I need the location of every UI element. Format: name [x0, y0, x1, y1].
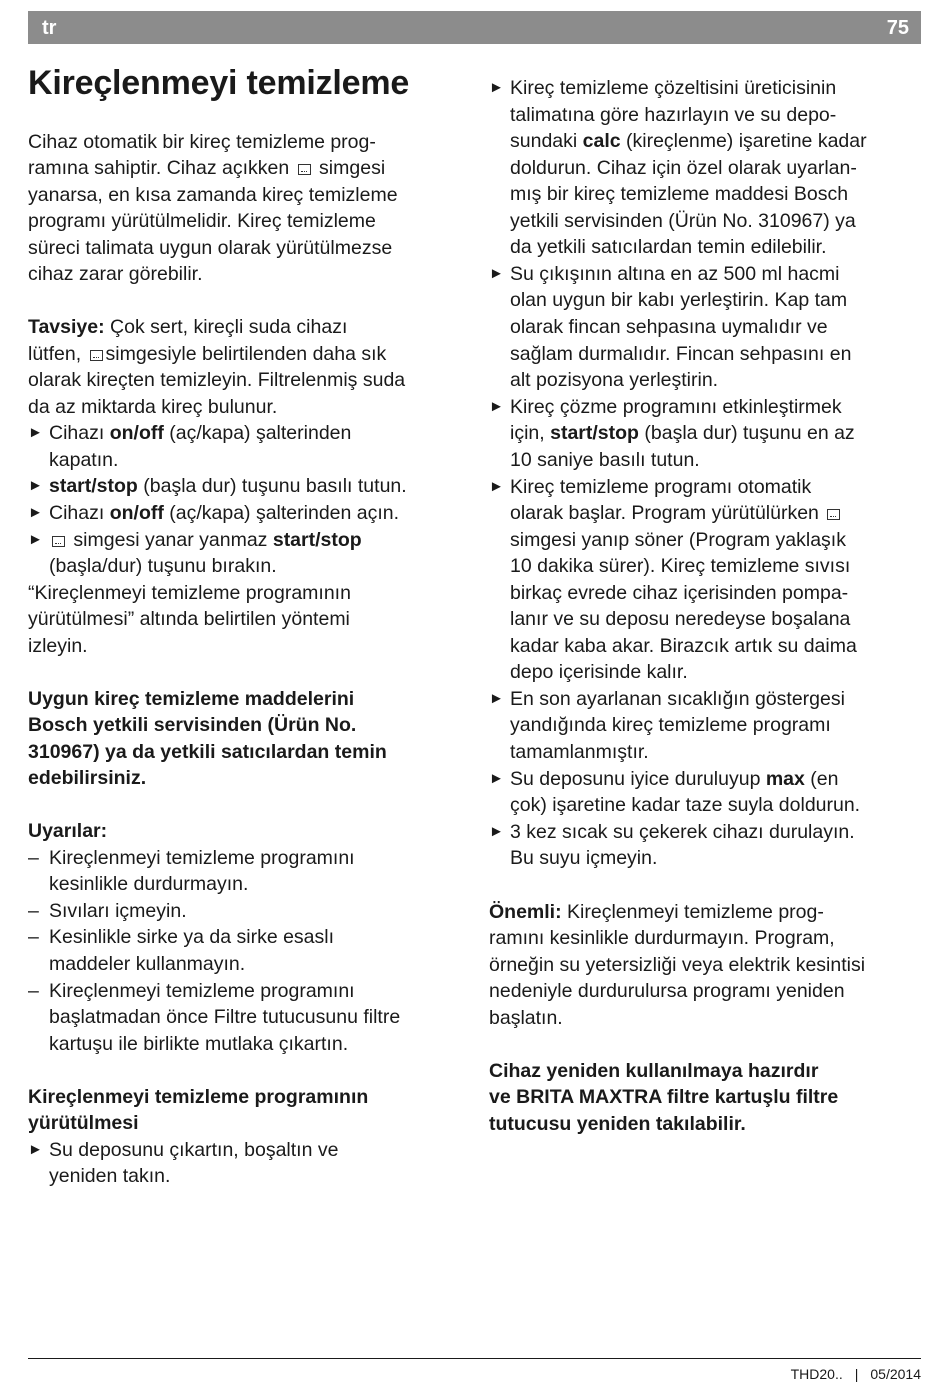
final-note-3: tutucusu yeniden takılabilir.: [489, 1113, 746, 1135]
arrow-bullet-icon: ►: [489, 823, 504, 840]
page-number: 75: [886, 17, 909, 39]
r-step-7-l2: Bu suyu içmeyin.: [510, 847, 658, 869]
r-step-1-l3: sundaki calc (kireçlenme) işaretine kadar: [510, 130, 867, 152]
arrow-bullet-icon: ►: [489, 770, 504, 787]
intro-line-3: yanarsa, en kısa zamanda kireç temizleme: [28, 184, 398, 206]
footer-model: THD20..: [790, 1366, 843, 1382]
warning-2: – Sıvıları içmeyin.: [28, 898, 187, 925]
ref-line-1: “Kireçlenmeyi temizleme programının: [28, 582, 351, 604]
r-step-6: ► Su deposunu iyice duruluyup max (en: [489, 766, 838, 793]
intro-line-6: cihaz zarar görebilir.: [28, 263, 203, 285]
language-code: tr: [42, 17, 57, 39]
warning-4: – Kireçlenmeyi temizleme programını: [28, 978, 355, 1005]
tip-label: Tavsiye:: [28, 316, 105, 338]
footer-separator: |: [854, 1366, 859, 1382]
warning-1: – Kireçlenmeyi temizleme programını: [28, 845, 355, 872]
important-line-1: Önemli: Kireçlenmeyi temizleme prog-: [489, 901, 824, 923]
dash-bullet: –: [28, 900, 39, 922]
arrow-bullet-icon: ►: [489, 398, 504, 415]
dash-bullet: –: [28, 926, 39, 948]
descaling-icon: [90, 350, 103, 361]
supply-note-1: Uygun kireç temizleme maddelerini: [28, 688, 355, 710]
r-step-4-l2: olarak başlar. Program yürütülürken: [489, 500, 843, 527]
arrow-bullet-icon: ►: [489, 265, 504, 282]
r-step-4-l5: birkaç evrede cihaz içerisinden pompa-: [510, 582, 849, 604]
important-line-3: örneğin su yetersizliği veya elektrik kesintisi: [489, 954, 866, 976]
r-step-1-l4: doldurun. Cihaz için özel olarak uyarlan-: [510, 157, 857, 179]
r-step-4-l6: lanır ve su deposu neredeyse boşalana: [510, 608, 851, 630]
intro-line-4: programı yürütülmelidir. Kireç temizleme: [28, 210, 376, 232]
r-step-4-l3: simgesi yanıp söner (Program yaklaşık: [510, 529, 846, 551]
tip-line-1: Tavsiye: Çok sert, kireçli suda cihazı: [28, 316, 348, 338]
warning-3: – Kesinlikle sirke ya da sirke esaslı: [28, 924, 334, 951]
important-line-4: nedeniyle durdurulursa programı yeniden: [489, 980, 845, 1002]
final-note-1: Cihaz yeniden kullanılmaya hazırdır: [489, 1060, 819, 1082]
step-1-cont: kapatın.: [49, 449, 119, 471]
r-step-1-l6: yetkili servisinden (Ürün No. 310967) ya: [510, 210, 856, 232]
tip-line-4: da az miktarda kireç bulunur.: [28, 396, 278, 418]
descaling-icon: [298, 164, 311, 175]
page-title: Kireçlenmeyi temizleme: [28, 64, 410, 102]
r-step-7: ► 3 kez sıcak su çekerek cihazı durulayın.: [489, 819, 855, 846]
supply-note-3: 310967) ya da yetkili satıcılardan temin: [28, 741, 387, 763]
step-2: ► start/stop (başla dur) tuşunu basılı tutun.: [28, 473, 407, 500]
warning-4-cont-1: başlatmadan önce Filtre tutucusunu filtre: [49, 1006, 401, 1028]
arrow-bullet-icon: ►: [489, 478, 504, 495]
dash-bullet: –: [28, 847, 39, 869]
r-step-2-l3: olarak fincan sehpasına uymalıdır ve: [510, 316, 828, 338]
arrow-bullet-icon: ►: [28, 1141, 43, 1158]
arrow-bullet-icon: ►: [28, 531, 43, 548]
warnings-title: Uyarılar:: [28, 820, 108, 842]
arrow-bullet-icon: ►: [489, 690, 504, 707]
ref-line-3: izleyin.: [28, 635, 88, 657]
section-step-1-cont: yeniden takın.: [49, 1165, 171, 1187]
warning-1-cont: kesinlikle durdurmayın.: [49, 873, 249, 895]
r-step-1-l2: talimatına göre hazırlayın ve su depo-: [510, 104, 837, 126]
r-step-2: ► Su çıkışının altına en az 500 ml hacmi: [489, 261, 840, 288]
step-1: ► Cihazı on/off (aç/kapa) şalterinden: [28, 420, 351, 447]
intro-line-2: ramına sahiptir. Cihaz açıkken simgesi: [28, 157, 386, 179]
r-step-5-l3: tamamlanmıştır.: [510, 741, 649, 763]
warning-3-cont: maddeler kullanmayın.: [49, 953, 246, 975]
r-step-1: ► Kireç temizleme çözeltisini üreticisinin: [489, 75, 836, 102]
intro-line-1: Cihaz otomatik bir kireç temizleme prog-: [28, 131, 376, 153]
r-step-2-l4: sağlam durmalıdır. Fincan sehpasını en: [510, 343, 852, 365]
step-4: ► simgesi yanar yanmaz start/stop: [28, 527, 362, 554]
r-step-5-l2: yandığında kireç temizleme programı: [510, 714, 831, 736]
arrow-bullet-icon: ►: [489, 79, 504, 96]
r-step-4-l8: depo içerisinde kalır.: [510, 661, 688, 683]
r-step-3-l2: için, start/stop (başla dur) tuşunu en az: [510, 422, 855, 444]
r-step-4-l4: 10 dakika sürer). Kireç temizleme sıvısı: [510, 555, 851, 577]
supply-note-2: Bosch yetkili servisinden (Ürün No.: [28, 714, 357, 736]
tip-line-3: olarak kireçten temizleyin. Filtrelenmiş suda: [28, 369, 406, 391]
warning-4-cont-2: kartuşu ile birlikte mutlaka çıkartın.: [49, 1033, 349, 1055]
section-step-1: ► Su deposunu çıkartın, boşaltın ve: [28, 1137, 338, 1164]
step-3: ► Cihazı on/off (aç/kapa) şalterinden açın.: [28, 500, 399, 527]
r-step-2-l5: alt pozisyona yerleştirin.: [510, 369, 719, 391]
r-step-1-l7: da yetkili satıcılardan temin edilebilir.: [510, 236, 827, 258]
section-title-2: yürütülmesi: [28, 1112, 139, 1134]
r-step-1-l5: mış bir kireç temizleme maddesi Bosch: [510, 183, 849, 205]
r-step-4-l7: kadar kaba akar. Birazcık artık su daima: [510, 635, 857, 657]
descaling-icon: [52, 536, 65, 547]
important-line-5: başlatın.: [489, 1007, 563, 1029]
arrow-bullet-icon: ►: [28, 477, 43, 494]
page-header: [28, 11, 921, 44]
final-note-2: ve BRITA MAXTRA filtre kartuşlu filtre: [489, 1086, 839, 1108]
supply-note-4: edebilirsiniz.: [28, 767, 147, 789]
descaling-icon: [827, 509, 840, 520]
r-step-3-l3: 10 saniye basılı tutun.: [510, 449, 700, 471]
ref-line-2: yürütülmesi” altında belirtilen yöntemi: [28, 608, 350, 630]
intro-line-5: süreci talimata uygun olarak yürütülmezse: [28, 237, 393, 259]
important-label: Önemli:: [489, 901, 562, 923]
tip-line-2: lütfen, simgesiyle belirtilenden daha sık: [28, 343, 387, 365]
r-step-6-l2: çok) işaretine kadar taze suyla doldurun.: [510, 794, 861, 816]
footer-date: 05/2014: [870, 1366, 921, 1382]
r-step-4: ► Kireç temizleme programı otomatik: [489, 474, 811, 501]
page-footer: [791, 1366, 921, 1382]
r-step-2-l2: olan uygun bir kabı yerleştirin. Kap tam: [510, 289, 848, 311]
arrow-bullet-icon: ►: [28, 424, 43, 441]
r-step-3: ► Kireç çözme programını etkinleştirmek: [489, 394, 842, 421]
arrow-bullet-icon: ►: [28, 504, 43, 521]
important-line-2: ramını kesinlikle durdurmayın. Program,: [489, 927, 835, 949]
section-title-1: Kireçlenmeyi temizleme programının: [28, 1086, 369, 1108]
step-4-cont: (başla/dur) tuşunu bırakın.: [49, 555, 277, 577]
r-step-5: ► En son ayarlanan sıcaklığın göstergesi: [489, 686, 845, 713]
footer-divider: [28, 1358, 921, 1359]
dash-bullet: –: [28, 980, 39, 1002]
